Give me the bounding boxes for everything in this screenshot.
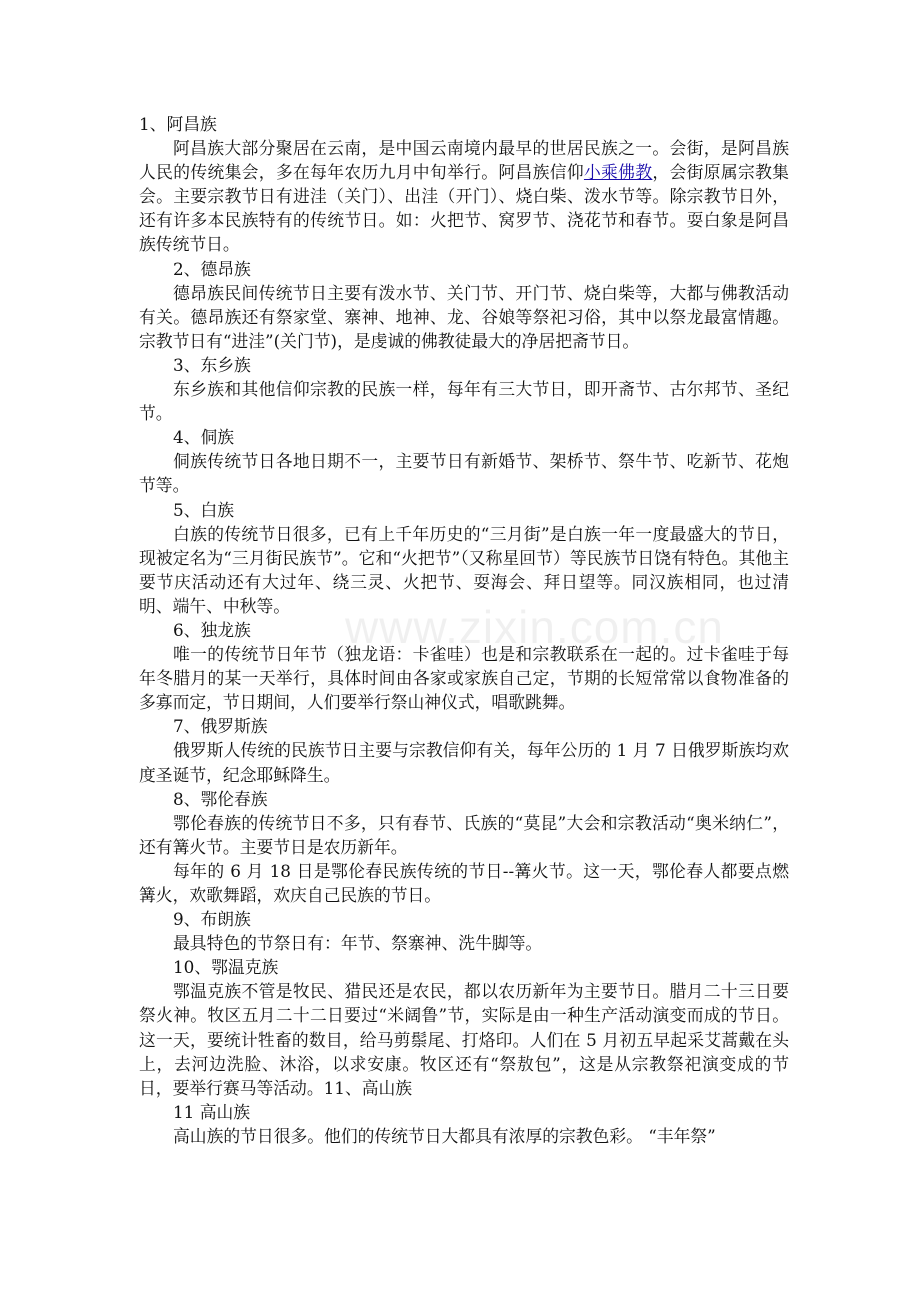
document-body <box>139 112 789 1148</box>
paragraph: 鄂温克族不管是牧民、猎民还是农民，都以农历新年为主要节日。腊月二十三日要祭火神。牧区五月二十二日要过“米阔鲁”节，实际是由一种生产活动演变而成的节日。这一天，要统计牲畜的数目，给马剪鬃尾、打烙印。人们在 5 月初五早起采艾蒿戴在头上，去河边洗脸、沐浴，以求安康。牧区还有“祭敖包”，这是从宗教祭祀演变成的节日，要举行赛马等活动。11、高山族 <box>139 981 789 1098</box>
section-heading: 9、布朗族 <box>173 909 251 930</box>
watermark: www.zixin.com.cn <box>345 601 724 653</box>
paragraph: 最具特色的节祭日有：年节、祭寨神、洗牛脚等。 <box>173 933 543 954</box>
paragraph: 鄂伦春族的传统节日不多，只有春节、氏族的“莫昆”大会和宗教活动“奥米纳仁”，还有篝火节。主要节日是农历新年。 <box>139 812 789 857</box>
paragraph: 白族的传统节日很多，已有上千年历史的“三月街”是白族一年一度最盛大的节日，现被定名为“三月街民族节”。它和“火把节”（又称星回节）等民族节日饶有特色。其他主要节庆活动还有大过年、绕三灵、火把节、耍海会、拜日望等。同汉族相同，也过清明、端午、中秋等。 <box>139 523 789 616</box>
section-heading: 1、阿昌族 <box>139 114 217 134</box>
paragraph: 唯一的传统节日年节（独龙语：卡雀哇）也是和宗教联系在一起的。过卡雀哇于每年冬腊月的某一天举行，具体时间由各家或家族自己定，节期的长短常常以食物准备的多寡而定，节日期间，人们要举行祭山神仪式，唱歌跳舞。 <box>139 644 789 713</box>
paragraph: 德昂族民间传统节日主要有泼水节、关门节、开门节、烧白柴等，大都与佛教活动有关。德昂族还有祭家堂、寨神、地神、龙、谷娘等祭祀习俗，其中以祭龙最富情趣。宗教节日有“进洼”(关门节)，是虔诚的佛教徒最大的净居把斋节日。 <box>139 282 789 351</box>
paragraph: 东乡族和其他信仰宗教的民族一样，每年有三大节日，即开斋节、古尔邦节、圣纪节。 <box>139 379 789 424</box>
section-heading: 3、东乡族 <box>173 354 251 375</box>
paragraph: 高山族的节日很多。他们的传统节日大都具有浓厚的宗教色彩。 “丰年祭” <box>173 1125 716 1146</box>
paragraph: 阿昌族大部分聚居在云南，是中国云南境内最早的世居民族之一。会街，是阿昌族人民的传统集会，多在每年农历九月中旬举行。阿昌族信仰小乘佛教，会街原属宗教集会。主要宗教节日有进洼（关门）、出洼（开门）、烧白柴、泼水节等。除宗教节日外，还有许多本民族特有的传统节日。如：火把节、窝罗节、浇花节和春节。耍白象是阿昌族传统节日。 <box>139 138 789 255</box>
section-heading: 10、鄂温克族 <box>173 957 279 978</box>
section-heading: 8、鄂伦春族 <box>173 788 268 809</box>
paragraph: 侗族传统节日各地日期不一，主要节日有新婚节、架桥节、祭牛节、吃新节、花炮节等。 <box>139 451 789 496</box>
paragraph: 俄罗斯人传统的民族节日主要与宗教信仰有关，每年公历的 1 月 7 日俄罗斯族均欢度圣诞节，纪念耶稣降生。 <box>139 740 789 785</box>
buddhism-link[interactable]: 小乘佛教 <box>583 162 653 183</box>
section-heading: 11 高山族 <box>173 1101 251 1122</box>
paragraph: 每年的 6 月 18 日是鄂伦春民族传统的节日--篝火节。这一天，鄂伦春人都要点燃篝火，欢歌舞蹈，欢庆自己民族的节日。 <box>139 860 789 905</box>
section-heading: 4、侗族 <box>173 427 235 448</box>
section-heading: 5、白族 <box>173 499 235 520</box>
section-heading: 7、俄罗斯族 <box>173 716 268 737</box>
section-heading: 2、德昂族 <box>173 258 251 279</box>
section-heading: 6、独龙族 <box>173 619 251 640</box>
